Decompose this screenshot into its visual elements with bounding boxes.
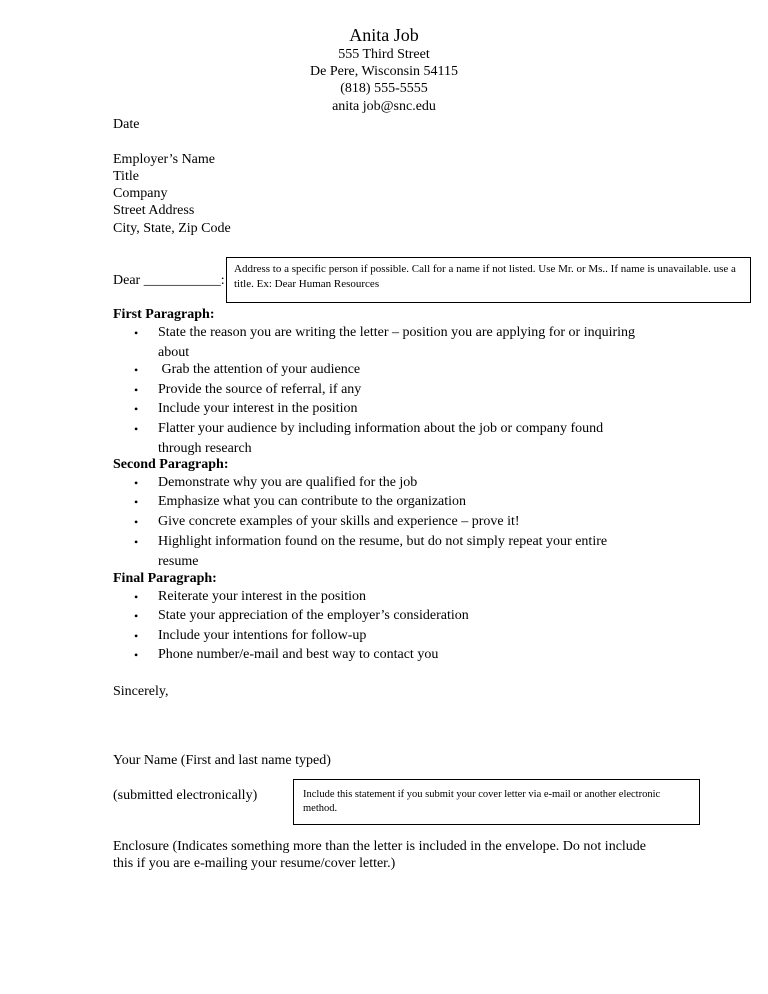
applicant-phone: (818) 555-5555 [340, 81, 428, 96]
bullet-icon: • [134, 402, 139, 416]
employer-street: Street Address [113, 203, 195, 218]
bullet-icon: • [134, 535, 139, 549]
list-item: State your appreciation of the employer’s consideration [158, 608, 469, 623]
bullet-icon: • [134, 609, 139, 623]
list-item: Include your intentions for follow-up [158, 628, 367, 643]
bullet-icon: • [134, 629, 139, 643]
employer-title: Title [113, 169, 139, 184]
applicant-city: De Pere, Wisconsin 54115 [310, 64, 458, 79]
salutation: Dear ___________: [113, 273, 225, 288]
section-heading: Final Paragraph: [113, 571, 217, 586]
section-heading: Second Paragraph: [113, 457, 229, 472]
employer-city-state-zip: City, State, Zip Code [113, 221, 231, 236]
applicant-email: anita job@snc.edu [332, 99, 436, 114]
list-item: Give concrete examples of your skills and experience – prove it! [158, 514, 520, 529]
list-item: Flatter your audience by including information about the job or company found through research [158, 421, 604, 456]
bullet-icon: • [134, 590, 139, 604]
list-item: Provide the source of referral, if any [158, 382, 362, 397]
list-item: State the reason you are writing the letter – position you are applying for or inquiring about [158, 325, 636, 360]
enclosure-note: Enclosure (Indicates something more than the letter is included in the envelope. Do not include this if you are e-mailing your resume/cover letter.) [113, 839, 647, 871]
signature-name: Your Name (First and last name typed) [113, 753, 331, 768]
bullet-icon: • [134, 326, 139, 340]
list-item: Grab the attention of your audience [158, 362, 361, 377]
employer-company: Company [113, 186, 168, 201]
list-item: Emphasize what you can contribute to the organization [158, 494, 467, 509]
list-item: Highlight information found on the resume, but do not simply repeat your entire resume [158, 534, 608, 569]
applicant-name: Anita Job [349, 25, 419, 45]
date-label: Date [113, 117, 140, 132]
salutation-note-box: Address to a specific person if possible. Call for a name if not listed. Use Mr. or Ms.. If name is unavailable. use a title. Ex: Dear Human Resources [226, 257, 751, 303]
bullet-icon: • [134, 515, 139, 529]
submitted-note-box: Include this statement if you submit your cover letter via e-mail or another electronic method. [293, 779, 700, 825]
list-item: Phone number/e-mail and best way to contact you [158, 647, 439, 662]
applicant-street: 555 Third Street [338, 47, 430, 62]
bullet-icon: • [134, 422, 139, 436]
list-item: Demonstrate why you are qualified for the job [158, 475, 418, 490]
section-heading: First Paragraph: [113, 307, 215, 322]
list-item: Include your interest in the position [158, 401, 358, 416]
employer-name: Employer’s Name [113, 152, 215, 167]
bullet-icon: • [134, 476, 139, 490]
submitted-electronically-label: (submitted electronically) [113, 788, 258, 803]
bullet-icon: • [134, 648, 139, 662]
bullet-icon: • [134, 495, 139, 509]
bullet-icon: • [134, 383, 139, 397]
list-item: Reiterate your interest in the position [158, 589, 367, 604]
closing: Sincerely, [113, 684, 169, 699]
bullet-icon: • [134, 363, 139, 377]
